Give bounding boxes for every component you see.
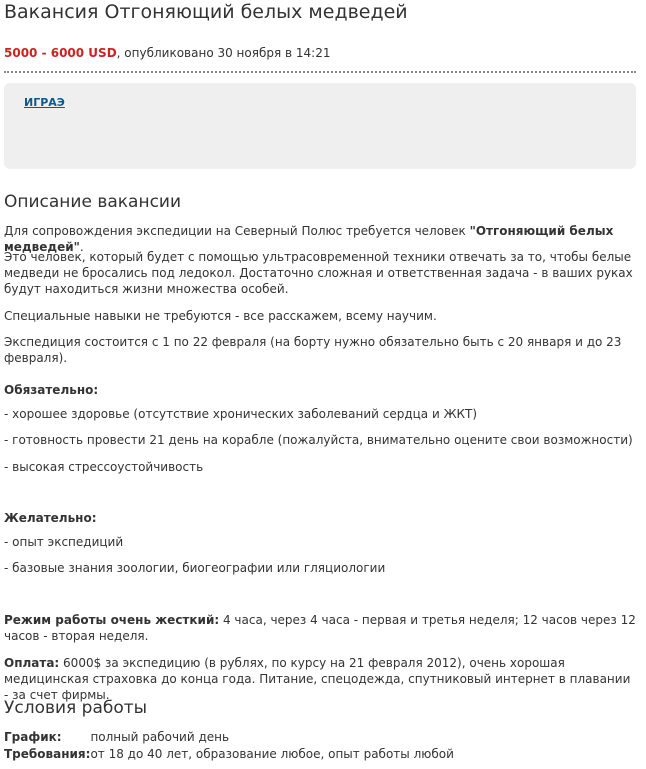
description-heading: Описание вакансии: [4, 192, 182, 212]
published-date: , опубликовано 30 ноября в 14:21: [116, 46, 331, 60]
list-item: - базовые знания зоологии, биогеографии или гляциологии: [4, 561, 386, 575]
payment-paragraph: [4, 655, 636, 703]
desired-label: Желательно:: [4, 511, 97, 525]
payment-label: Оплата:: [4, 656, 60, 670]
list-item: - хорошее здоровье (отсутствие хронических заболеваний сердца и ЖКТ): [4, 407, 478, 421]
required-label: Обязательно:: [4, 383, 99, 397]
list-item: - готовность провести 21 день на корабле (пожалуйста, внимательно оцените свои возможности): [4, 433, 633, 447]
list-item: - высокая стрессоустойчивость: [4, 460, 204, 474]
conditions-table: [4, 729, 454, 763]
salary-range: 5000 - 6000 USD: [4, 46, 117, 60]
description-paragraph-1-text: Для сопровождения экспедиции на Северный Полюс требуется человек: [4, 224, 470, 238]
description-paragraph-1-bold: "Отгоняющий белых медведей": [4, 224, 614, 254]
table-row: [4, 746, 454, 763]
company-link[interactable]: ИГРАЭ: [24, 96, 65, 109]
conditions-label: Требования:: [4, 747, 91, 761]
conditions-value: от 18 до 40 лет, образование любое, опыт работы любой: [90, 747, 454, 761]
schedule-text: 4 часа, через 4 часа - первая и третья неделя; 12 часов через 12 часов - вторая неделя.: [4, 613, 636, 643]
table-row: [4, 729, 454, 746]
conditions-heading: Условия работы: [4, 698, 148, 718]
payment-text: 6000$ за экспедицию (в рублях, по курсу на 21 февраля 2012), очень хорошая медицинская страховка до конца года. Питание, спецодежда, спутниковый интернет в плавании - за счет фирмы.: [4, 656, 631, 702]
schedule-label: Режим работы очень жесткий:: [4, 613, 220, 627]
description-paragraph-2: Это человек, который будет с помощью ультрасовременной техники отвечать за то, чтобы белые медведи не бросались под ледокол. Достаточно сложная и ответственная задача - в ваших руках будут находиться жизни множества особей.: [4, 250, 633, 296]
schedule-paragraph: [4, 612, 636, 644]
description-paragraph-1-end: .: [79, 240, 84, 254]
list-item: - опыт экспедиций: [4, 535, 124, 549]
page-title: Вакансия Отгоняющий белых медведей: [4, 1, 408, 23]
divider: [4, 71, 636, 73]
conditions-value: полный рабочий день: [90, 730, 230, 744]
salary-line: [4, 46, 331, 60]
conditions-label: График:: [4, 730, 62, 744]
company-box: [4, 83, 636, 169]
description-paragraph-4: Экспедиция состоится с 1 по 22 февраля (на борту нужно обязательно быть с 20 января и до 23 февраля).: [4, 335, 622, 365]
description-paragraph-3: Специальные навыки не требуются - все расскажем, всему научим.: [4, 309, 437, 323]
